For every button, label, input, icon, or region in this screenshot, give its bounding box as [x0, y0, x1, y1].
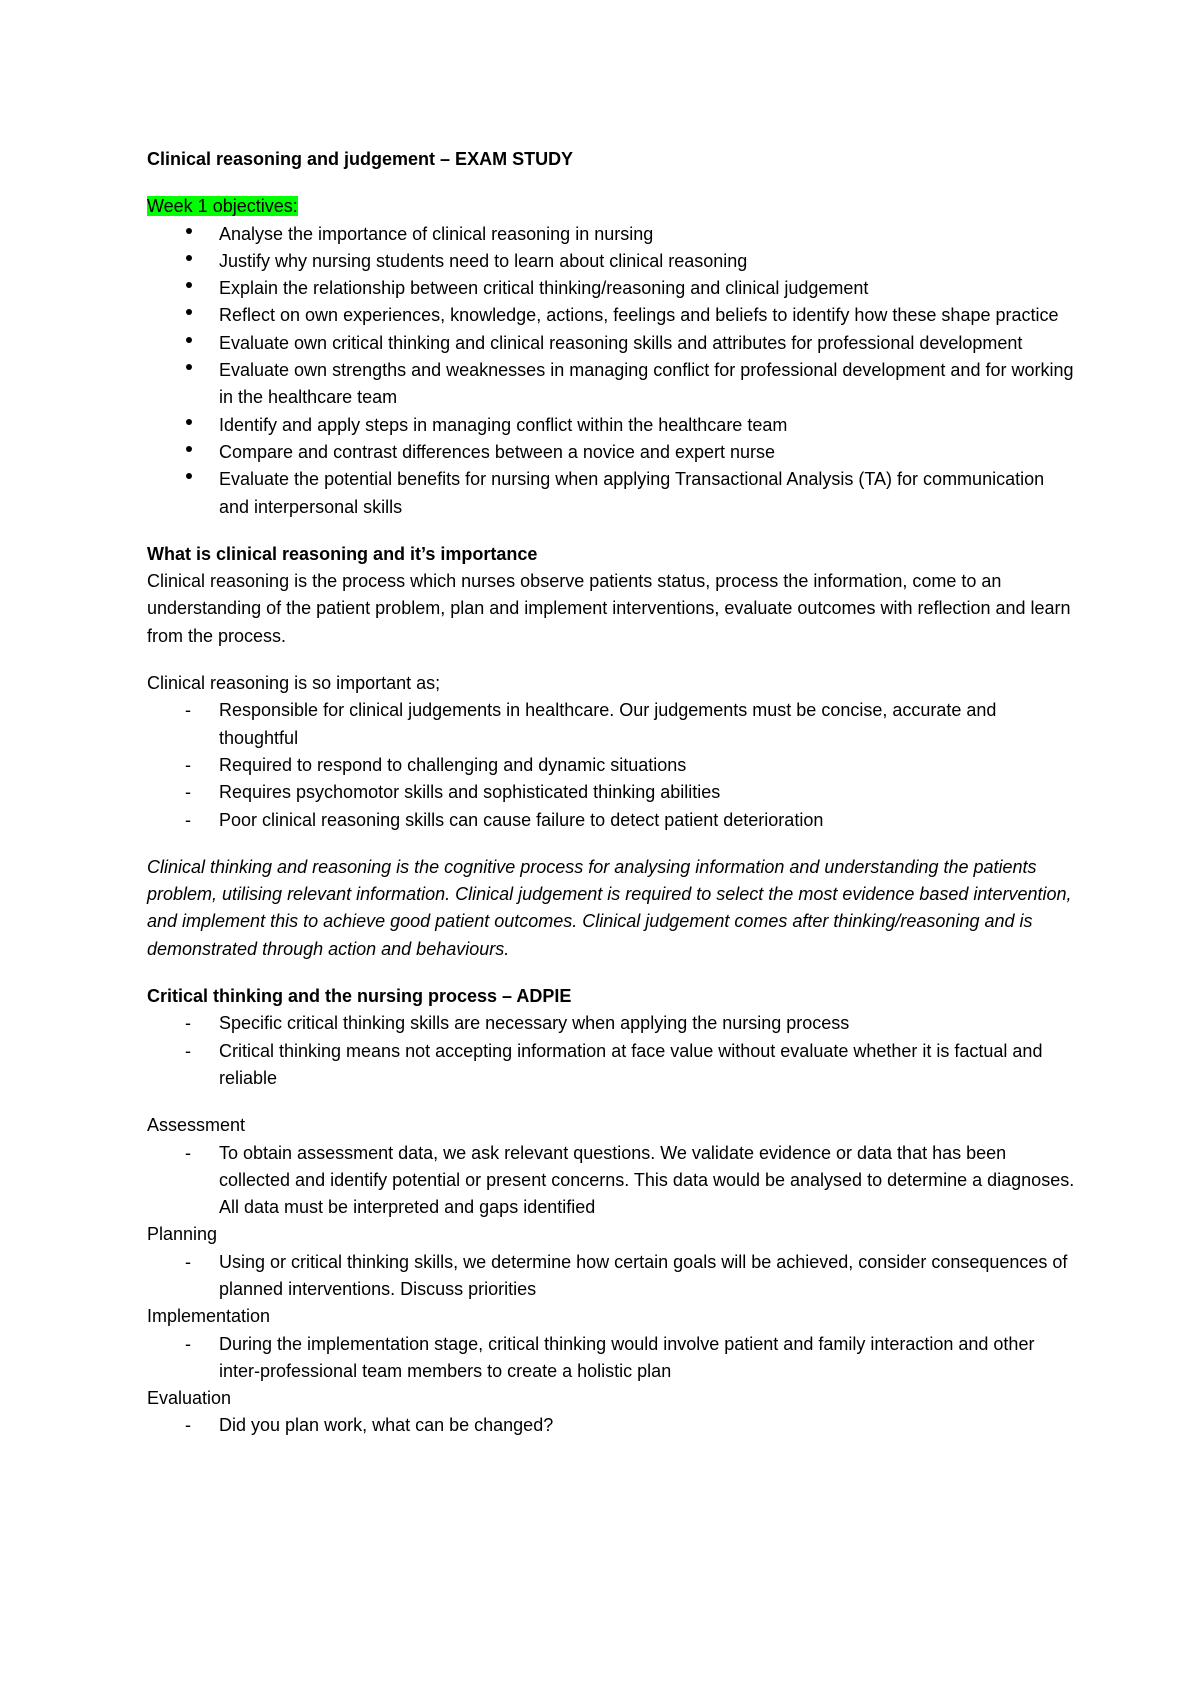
document-title: Clinical reasoning and judgement – EXAM STUDY: [147, 149, 574, 169]
stage-label-evaluation: Evaluation: [147, 1388, 232, 1409]
stage-label-assessment: Assessment: [147, 1115, 246, 1136]
list-item: - Specific critical thinking skills are necessary when applying the nursing process: [147, 1010, 1077, 1037]
week1-heading: [147, 193, 1077, 220]
list-item: Identify and apply steps in managing conflict within the healthcare team: [147, 412, 1077, 439]
list-item: Explain the relationship between critical thinking/reasoning and clinical judgement: [147, 275, 1077, 302]
list-item: - Using or critical thinking skills, we determine how certain goals will be achieved, consider consequences of planned interventions. Discuss priorities: [147, 1249, 1077, 1304]
list-item: - Responsible for clinical judgements in healthcare. Our judgements must be concise, accurate and thoughtful: [147, 697, 1077, 752]
importance-list: [147, 697, 1077, 833]
document-content: [147, 146, 1077, 1440]
planning-list: [147, 1249, 1077, 1304]
spacer: [147, 834, 1077, 854]
spacer: [147, 650, 1077, 670]
list-item: Reflect on own experiences, knowledge, actions, feelings and beliefs to identify how these shape practice: [147, 302, 1077, 329]
week1-heading-highlight: Week 1 objectives:: [147, 196, 298, 217]
list-item: Compare and contrast differences between a novice and expert nurse: [147, 439, 1077, 466]
critical-thinking-heading: Critical thinking and the nursing process – ADPIE: [147, 986, 572, 1007]
evaluation-list: [147, 1412, 1077, 1439]
list-item: - During the implementation stage, critical thinking would involve patient and family interaction and other inter-professional team members to create a holistic plan: [147, 1331, 1077, 1386]
clinical-judgement-paragraph: Clinical thinking and reasoning is the cognitive process for analysing information and understanding the patients problem, utilising relevant information. Clinical judgement is required to select the most evidence based intervention, and implement this to achieve good patient outcomes. Clinical judgement comes after thinking/reasoning and is demonstrated through action and behaviours.: [147, 856, 1072, 959]
clinical-reasoning-definition: Clinical reasoning is the process which nurses observe patients status, process the information, come to an understanding of the patient problem, plan and implement interventions, evaluate outcomes with reflection and learn from the process.: [147, 571, 1071, 646]
list-item: - Required to respond to challenging and dynamic situations: [147, 752, 1077, 779]
critical-thinking-list: [147, 1010, 1077, 1092]
importance-intro: Clinical reasoning is so important as;: [147, 673, 441, 694]
list-item: Evaluate own critical thinking and clinical reasoning skills and attributes for professional development: [147, 330, 1077, 357]
list-item: - Critical thinking means not accepting information at face value without evaluate whether it is factual and reliable: [147, 1038, 1077, 1093]
spacer: [147, 173, 1077, 193]
week1-objectives-list: [147, 221, 1077, 521]
assessment-list: [147, 1140, 1077, 1222]
list-item: - Requires psychomotor skills and sophisticated thinking abilities: [147, 779, 1077, 806]
list-item: - Did you plan work, what can be changed?: [147, 1412, 1077, 1439]
stage-label-implementation: Implementation: [147, 1306, 271, 1327]
spacer: [147, 963, 1077, 983]
list-item: - To obtain assessment data, we ask relevant questions. We validate evidence or data that has been collected and identify potential or present concerns. This data would be analysed to determine a diagnoses. All data must be interpreted and gaps identified: [147, 1140, 1077, 1222]
spacer: [147, 521, 1077, 541]
list-item: Evaluate own strengths and weaknesses in managing conflict for professional development and for working in the healthcare team: [147, 357, 1077, 412]
spacer: [147, 1092, 1077, 1112]
implementation-list: [147, 1331, 1077, 1386]
list-item: - Poor clinical reasoning skills can cause failure to detect patient deterioration: [147, 807, 1077, 834]
list-item: Analyse the importance of clinical reasoning in nursing: [147, 221, 1077, 248]
list-item: Justify why nursing students need to learn about clinical reasoning: [147, 248, 1077, 275]
list-item: Evaluate the potential benefits for nursing when applying Transactional Analysis (TA) for communication and interpersonal skills: [147, 466, 1077, 521]
stage-label-planning: Planning: [147, 1224, 218, 1245]
clinical-reasoning-heading: What is clinical reasoning and it’s importance: [147, 543, 538, 564]
